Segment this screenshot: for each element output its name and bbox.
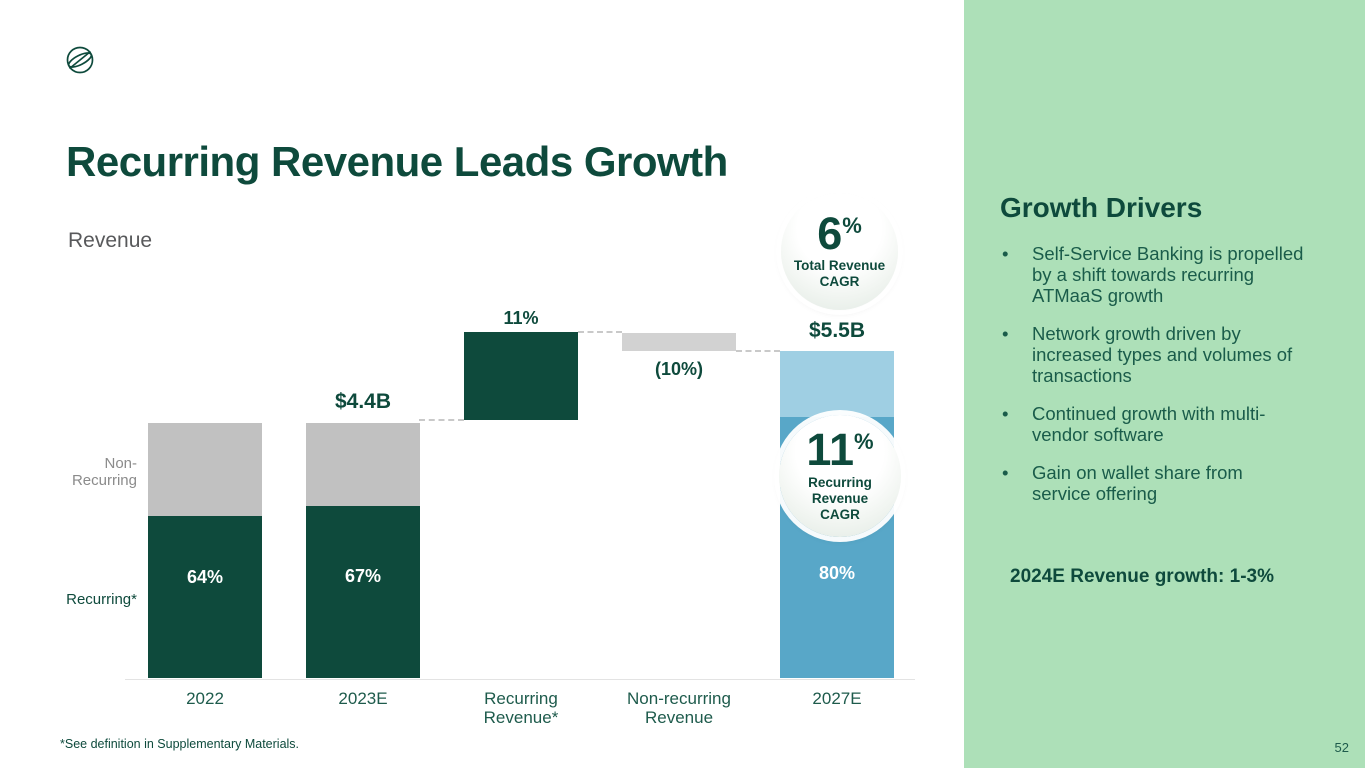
bar-2022-nonrecurring-segment — [148, 423, 262, 516]
bar-2023e-recurring-segment — [306, 506, 420, 678]
bar-value-label: 64% — [186, 567, 224, 587]
bullet-icon — [1002, 462, 1032, 504]
waterfall-connector-line — [736, 350, 780, 352]
x-axis-line — [125, 679, 915, 680]
page-number: 52 — [1334, 740, 1349, 755]
cagr-value: 6% — [817, 207, 862, 259]
cagr-value: 11% — [806, 424, 874, 476]
waterfall-connector-line — [578, 331, 622, 333]
chart-title: Revenue — [68, 229, 153, 252]
cagr-caption: Total Revenue CAGR — [793, 258, 886, 290]
list-item: • Network growth driven by increased types and volumes of transactions — [1002, 323, 1322, 386]
delta-label-nonrecurring: (10%) — [654, 359, 703, 379]
bar-2023e-nonrecurring-segment — [306, 423, 420, 506]
bar-value-label: 67% — [344, 566, 382, 586]
cagr-caption: Recurring Revenue CAGR — [808, 474, 872, 522]
bar-value-label: 80% — [818, 563, 856, 583]
bar-recurring-revenue-delta — [464, 332, 578, 420]
bar-2022-recurring-segment — [148, 516, 262, 678]
list-item: • Continued growth with multi-vendor software — [1002, 403, 1322, 445]
recurring-revenue-cagr-badge — [779, 415, 901, 537]
bullet-icon — [1002, 323, 1032, 386]
bar-nonrecurring-revenue-delta — [622, 333, 736, 351]
x-axis-label-nonrecurring: Non-recurring Revenue — [627, 689, 731, 728]
bullet-icon — [1002, 243, 1032, 306]
list-item: • Self-Service Banking is propelled by a shift towards recurring ATMaaS growth — [1002, 243, 1322, 306]
row-label-nonrecurring: Non-Recurring — [71, 455, 137, 489]
sidebar-heading: Growth Drivers — [1000, 192, 1203, 223]
row-label-recurring: Recurring* — [66, 591, 137, 608]
x-axis-label-recurring: Recurring Revenue* — [483, 689, 559, 728]
list-item: • Gain on wallet share from service offering — [1002, 462, 1322, 504]
revenue-growth-highlight: 2024E Revenue growth: 1-3% — [1010, 566, 1274, 587]
bar-2027e-nonrecurring-segment — [780, 351, 894, 417]
growth-drivers-panel — [964, 0, 1365, 768]
total-revenue-cagr-badge — [781, 193, 898, 310]
total-label-2027e: $5.5B — [808, 319, 866, 342]
x-axis-label-2027e: 2027E — [812, 689, 862, 708]
footnote: *See definition in Supplementary Materials. — [60, 737, 300, 751]
delta-label-recurring: 11% — [503, 308, 539, 328]
bullet-icon — [1002, 403, 1032, 445]
x-axis-label-2022: 2022 — [186, 689, 224, 708]
waterfall-connector-line — [419, 419, 464, 421]
page-title: Recurring Revenue Leads Growth — [66, 138, 728, 185]
sidebar-bullet-list — [1002, 243, 1322, 521]
x-axis-label-2023e: 2023E — [338, 689, 388, 708]
company-globe-logo-icon — [64, 44, 96, 76]
total-label-2023e: $4.4B — [334, 390, 392, 413]
